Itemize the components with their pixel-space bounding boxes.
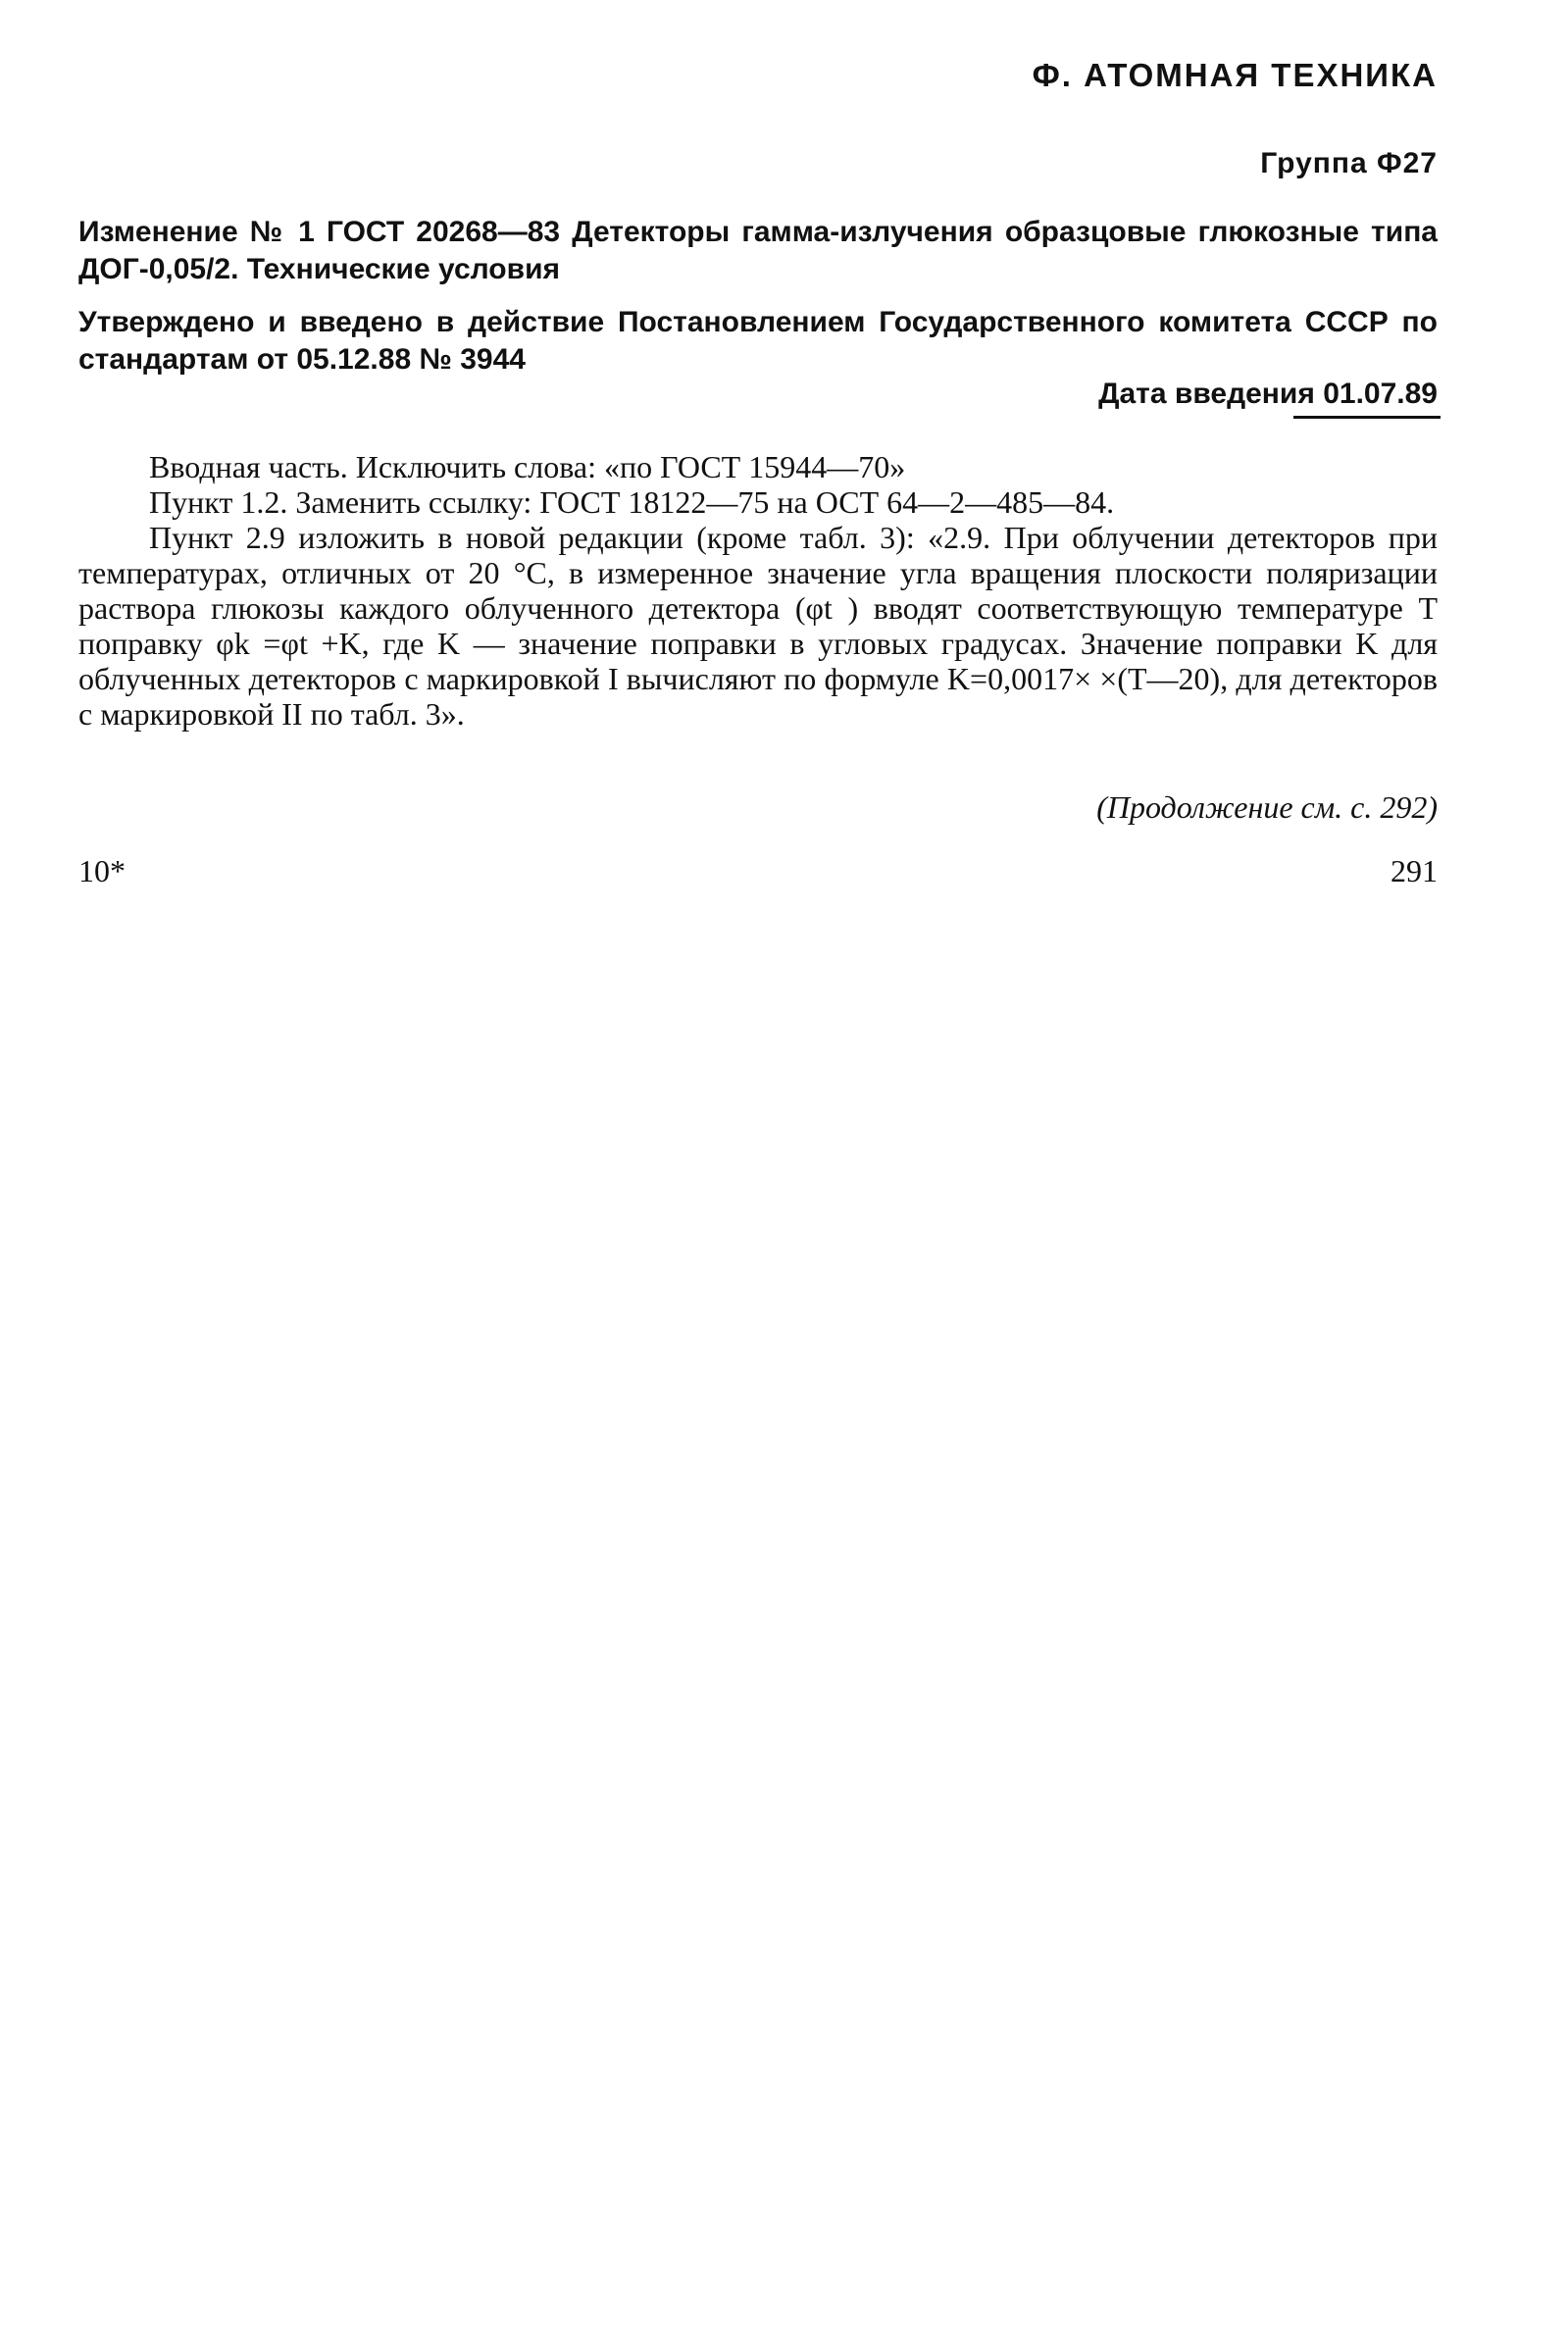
document-title: Изменение № 1 ГОСТ 20268—83 Детекторы гамма-излучения образцовые глюкозные типа ДОГ-0,05/2. Технические условия: [78, 216, 1438, 285]
effective-date-line: [1098, 378, 1438, 411]
group-code: Группа Ф27: [1260, 147, 1438, 179]
page-number: 291: [1391, 853, 1438, 888]
footer-mark: 10*: [78, 853, 126, 888]
effective-date-value: 01.07.89: [1323, 378, 1438, 410]
paragraph-item-1-2: Пункт 1.2. Заменить ссылку: ГОСТ 18122—75 на ОСТ 64—2—485—84.: [149, 484, 1115, 520]
paragraph-intro: Вводная часть. Исключить слова: «по ГОСТ 15944—70»: [149, 449, 906, 484]
body-text: [78, 449, 1438, 732]
approval-statement: Утверждено и введено в действие Постановлением Государственного комитета СССР по стандартам от 05.12.88 № 3944: [78, 306, 1438, 376]
paragraph-item-2-9: Пункт 2.9 изложить в новой редакции (кроме табл. 3): «2.9. При облучении детекторов при температурах, отличных от 20 °C, в измеренное значение угла вращения плоскости поляризации раствора глюкозы каждого облученного детектора (φt ) вводят соответствующую температуре T поправку φk =φt +K, где K — значение поправки в угловых градусах. Значение поправки K для облученных детекторов с маркировкой I вычисляют по формуле K=0,0017× ×(T—20), для детекторов с маркировкой II по табл. 3».: [78, 520, 1438, 732]
section-header: Ф. АТОМНАЯ ТЕХНИКА: [1032, 57, 1438, 93]
effective-date-label: Дата введения: [1098, 378, 1315, 410]
continuation-note: (Продолжение см. с. 292): [1096, 789, 1438, 825]
date-underline: [1293, 416, 1441, 419]
